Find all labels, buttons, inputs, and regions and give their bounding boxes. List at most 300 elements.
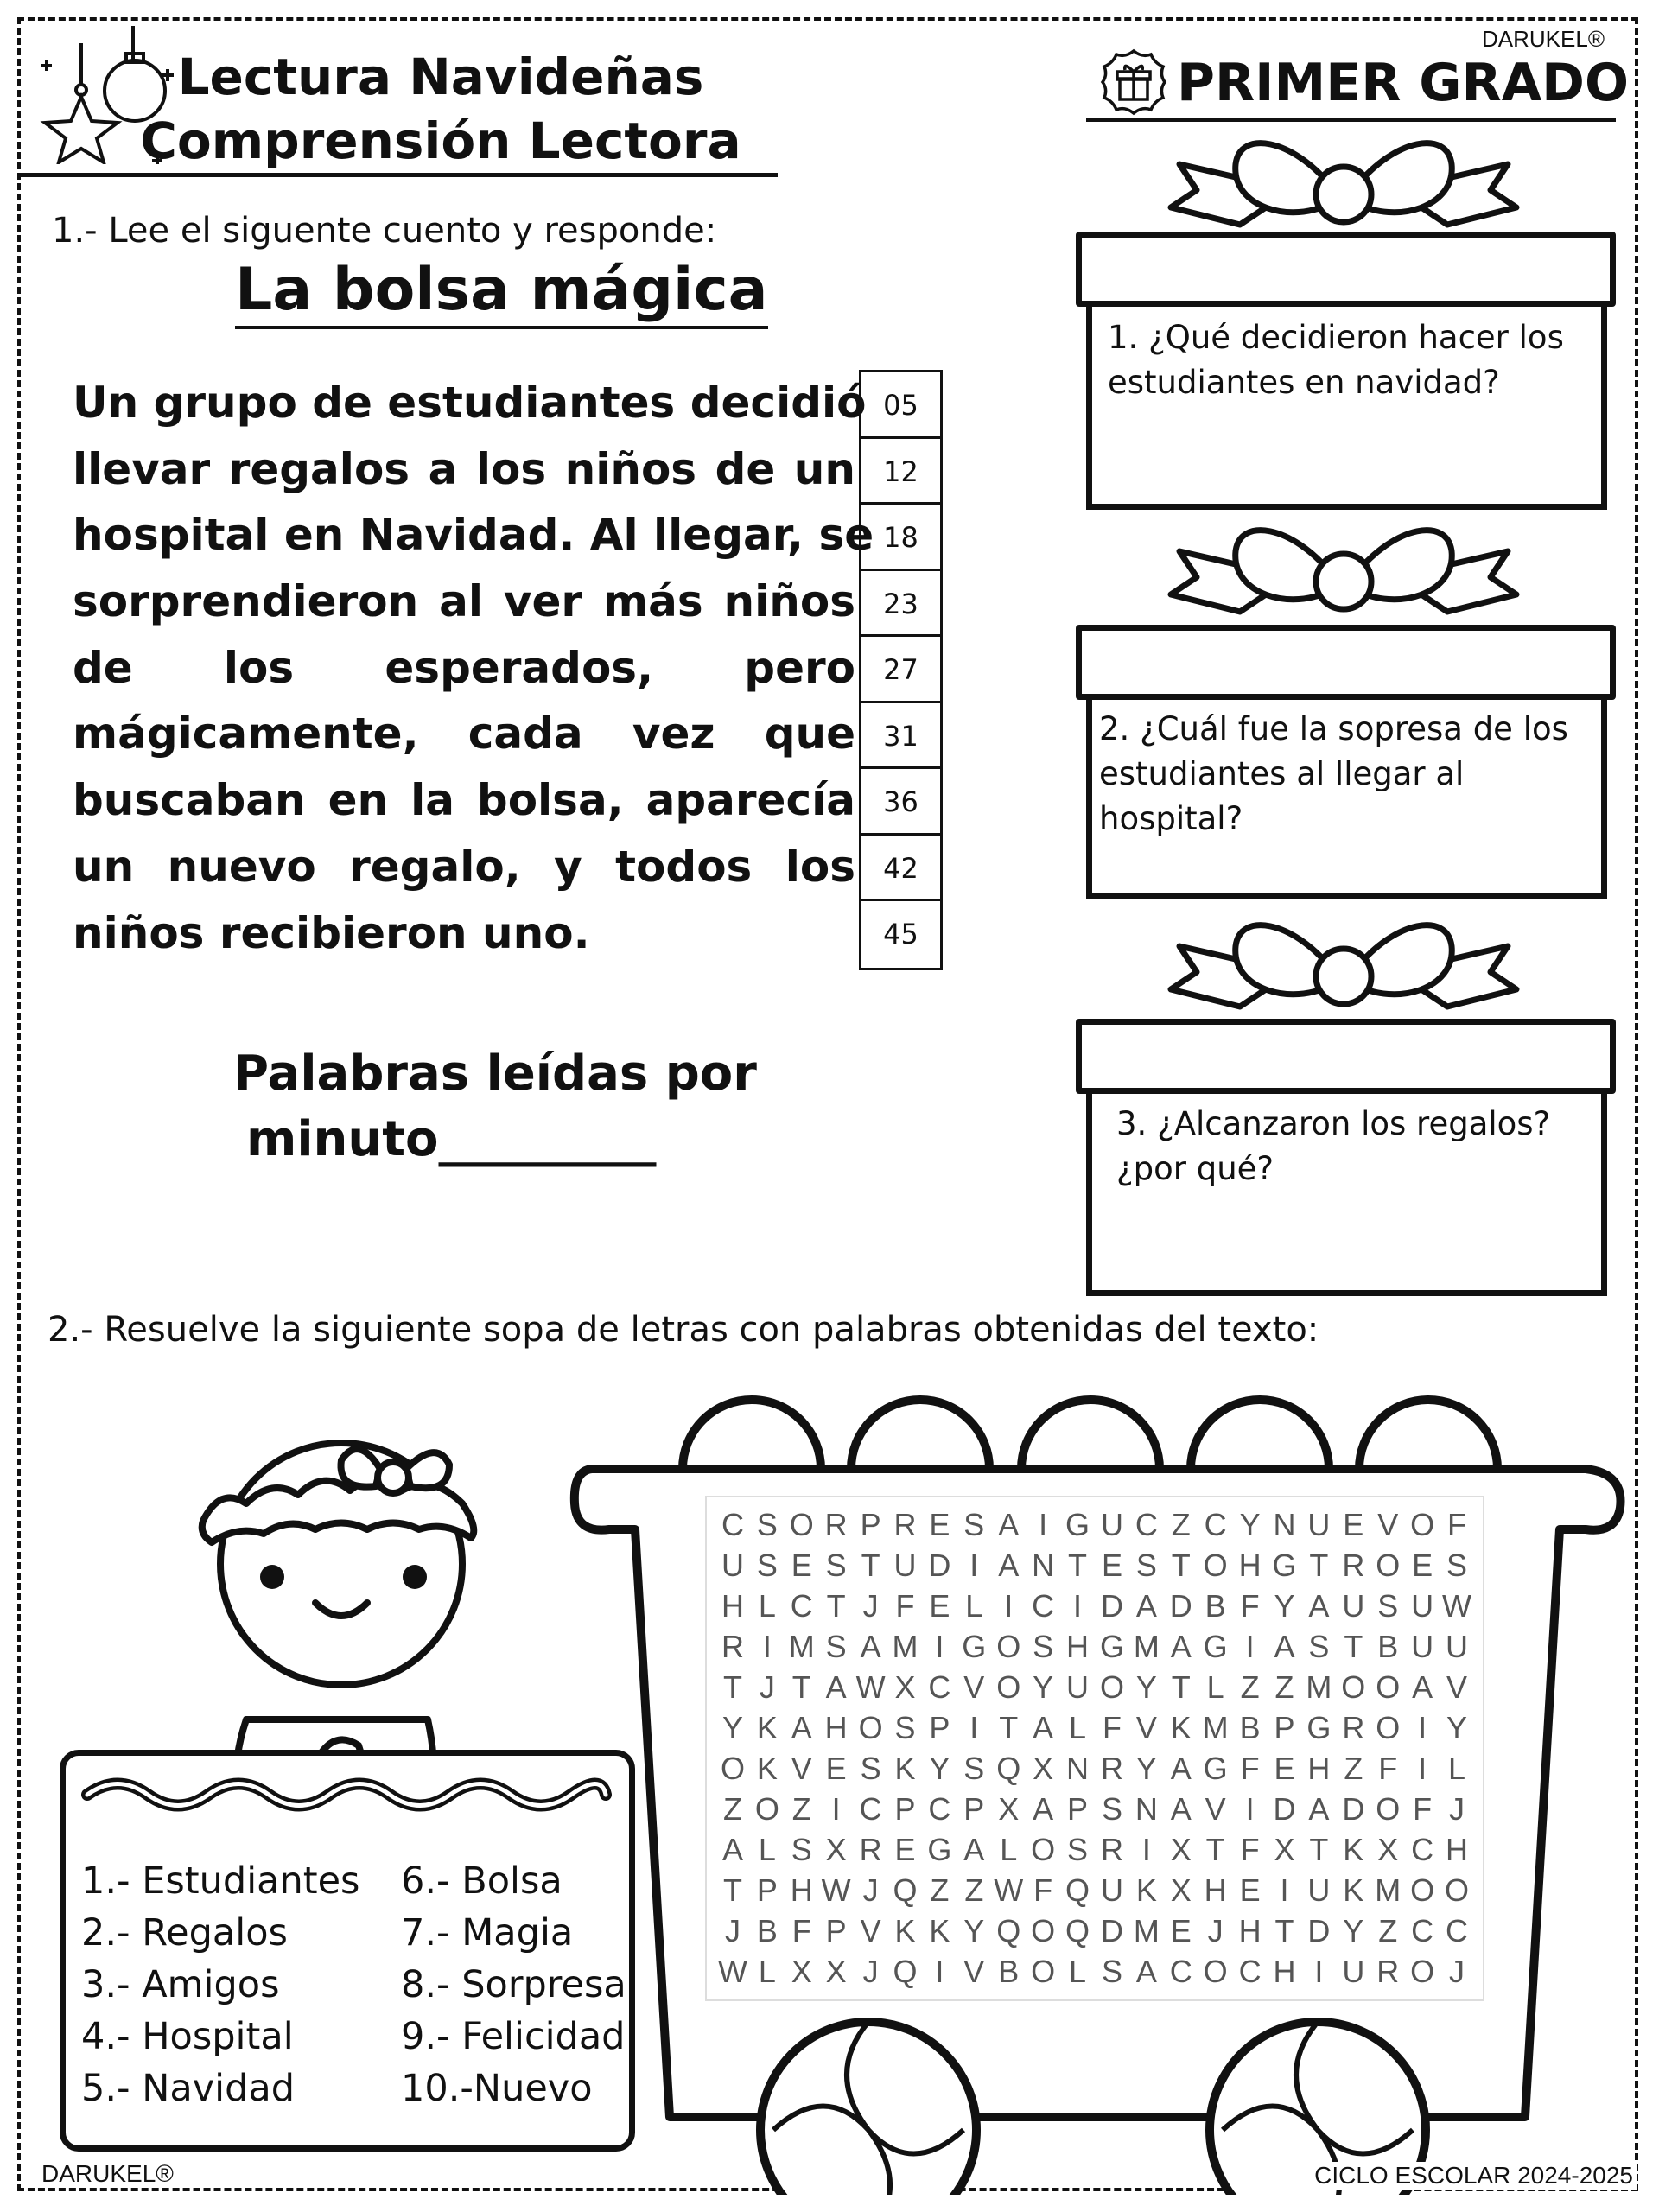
- grid-letter[interactable]: X: [1274, 1832, 1295, 1868]
- grid-letter[interactable]: R: [721, 1628, 744, 1664]
- grid-letter[interactable]: G: [962, 1628, 987, 1664]
- question-box[interactable]: [1086, 307, 1607, 510]
- grid-letter[interactable]: J: [724, 1913, 741, 1949]
- grid-letter[interactable]: G: [1099, 1628, 1124, 1664]
- grid-letter[interactable]: K: [894, 1751, 916, 1787]
- grid-letter[interactable]: A: [1170, 1791, 1192, 1827]
- grid-letter[interactable]: I: [1418, 1709, 1427, 1745]
- grid-letter[interactable]: Y: [1343, 1913, 1364, 1949]
- grid-letter[interactable]: M: [1202, 1709, 1229, 1745]
- grid-letter[interactable]: R: [1342, 1547, 1365, 1583]
- story-line: hospital en Navidad. Al llegar, se: [73, 510, 874, 561]
- word-count: 42: [861, 836, 940, 902]
- question-gift-3: [1076, 912, 1616, 1296]
- grid-letter[interactable]: M: [1306, 1669, 1332, 1705]
- grid-letter[interactable]: E: [1343, 1506, 1364, 1542]
- grid-letter[interactable]: G: [1203, 1628, 1228, 1664]
- grid-letter[interactable]: J: [1449, 1791, 1465, 1827]
- grid-letter[interactable]: P: [825, 1913, 847, 1949]
- grid-letter[interactable]: I: [1314, 1954, 1324, 1990]
- grid-letter[interactable]: U: [1100, 1506, 1123, 1542]
- grid-letter[interactable]: F: [1240, 1587, 1260, 1624]
- grid-letter[interactable]: U: [1411, 1628, 1434, 1664]
- grid-letter[interactable]: V: [791, 1751, 812, 1787]
- grid-letter[interactable]: C: [1204, 1506, 1227, 1542]
- grid-letter[interactable]: X: [998, 1791, 1020, 1827]
- grid-letter[interactable]: L: [1206, 1669, 1224, 1705]
- grid-letter[interactable]: C: [1411, 1913, 1434, 1949]
- grid-letter[interactable]: M: [1375, 1872, 1402, 1909]
- word-count: 36: [861, 769, 940, 836]
- grid-letter[interactable]: C: [928, 1791, 951, 1827]
- grid-letter[interactable]: T: [1309, 1832, 1329, 1868]
- grid-letter[interactable]: O: [1376, 1669, 1401, 1705]
- grid-letter[interactable]: H: [1066, 1628, 1090, 1664]
- grid-letter[interactable]: S: [1446, 1547, 1468, 1583]
- grid-letter[interactable]: H: [1307, 1751, 1331, 1787]
- grid-letter[interactable]: O: [754, 1791, 779, 1827]
- grid-letter[interactable]: O: [858, 1709, 883, 1745]
- grid-letter[interactable]: A: [963, 1832, 985, 1868]
- grid-letter[interactable]: W: [821, 1872, 851, 1909]
- grid-letter[interactable]: R: [1100, 1832, 1123, 1868]
- grid-letter[interactable]: H: [1204, 1872, 1227, 1909]
- grid-letter[interactable]: A: [1308, 1791, 1330, 1827]
- grid-letter[interactable]: Y: [1274, 1587, 1295, 1624]
- grid-letter[interactable]: N: [1032, 1547, 1055, 1583]
- grid-letter[interactable]: G: [1306, 1709, 1332, 1745]
- grid-letter[interactable]: H: [1273, 1954, 1296, 1990]
- grid-letter[interactable]: B: [1377, 1628, 1399, 1664]
- grid-letter[interactable]: T: [861, 1547, 880, 1583]
- grid-letter[interactable]: O: [1376, 1791, 1401, 1827]
- grid-letter[interactable]: D: [1307, 1913, 1331, 1949]
- grid-letter[interactable]: K: [1343, 1872, 1364, 1909]
- grid-letter[interactable]: I: [1245, 1628, 1255, 1664]
- grid-letter[interactable]: C: [1446, 1913, 1469, 1949]
- story-line: sorprendieron al ver más niños: [73, 576, 855, 627]
- grid-letter[interactable]: R: [859, 1832, 882, 1868]
- grid-letter[interactable]: S: [756, 1506, 778, 1542]
- grid-letter[interactable]: A: [1170, 1751, 1192, 1787]
- grid-letter[interactable]: S: [860, 1751, 881, 1787]
- grid-letter[interactable]: Q: [893, 1872, 918, 1909]
- grid-letter[interactable]: W: [1442, 1587, 1472, 1624]
- grid-letter[interactable]: S: [1377, 1587, 1399, 1624]
- grid-letter[interactable]: S: [791, 1832, 812, 1868]
- word-item: 8.- Sorpresa: [401, 1963, 626, 2006]
- grid-letter[interactable]: J: [759, 1669, 775, 1705]
- bow-icon: [1162, 517, 1525, 625]
- grid-letter[interactable]: Y: [1135, 1751, 1157, 1787]
- word-item: 6.- Bolsa: [401, 1859, 563, 1903]
- grid-letter[interactable]: S: [963, 1506, 985, 1542]
- grid-letter[interactable]: Z: [1240, 1669, 1260, 1705]
- grid-letter[interactable]: Z: [1378, 1913, 1398, 1949]
- gift-lid: [1076, 232, 1616, 307]
- question-text: 3. ¿Alcanzaron los regalos?: [1116, 1105, 1551, 1142]
- grid-letter[interactable]: T: [722, 1872, 742, 1909]
- grid-letter[interactable]: Y: [721, 1709, 743, 1745]
- grid-letter[interactable]: V: [963, 1954, 985, 1990]
- grid-letter[interactable]: M: [1133, 1628, 1160, 1664]
- grid-letter[interactable]: A: [1170, 1628, 1192, 1664]
- grid-letter[interactable]: E: [894, 1832, 916, 1868]
- grid-letter[interactable]: X: [791, 1954, 812, 1990]
- grid-letter[interactable]: O: [1203, 1954, 1228, 1990]
- word-count: 27: [861, 637, 940, 703]
- grid-letter[interactable]: T: [1344, 1628, 1363, 1664]
- grid-letter[interactable]: Y: [963, 1913, 985, 1949]
- grid-letter[interactable]: A: [998, 1506, 1020, 1542]
- grid-letter[interactable]: S: [1067, 1832, 1089, 1868]
- grid-letter[interactable]: K: [1343, 1832, 1364, 1868]
- grid-letter[interactable]: S: [1135, 1547, 1157, 1583]
- grid-letter[interactable]: C: [1411, 1832, 1434, 1868]
- grid-letter[interactable]: M: [892, 1628, 918, 1664]
- grid-letter[interactable]: T: [1068, 1547, 1088, 1583]
- question-gift-1: [1076, 130, 1616, 510]
- grid-letter[interactable]: J: [1449, 1954, 1465, 1990]
- grid-letter[interactable]: G: [927, 1832, 952, 1868]
- grid-letter[interactable]: O: [1410, 1954, 1435, 1990]
- grid-letter[interactable]: C: [1169, 1954, 1192, 1990]
- grid-letter[interactable]: O: [1445, 1872, 1470, 1909]
- grid-letter[interactable]: P: [860, 1506, 881, 1542]
- footer-brand: DARUKEL®: [38, 2160, 177, 2188]
- grid-letter[interactable]: F: [1378, 1751, 1398, 1787]
- grid-letter[interactable]: I: [1280, 1872, 1289, 1909]
- grid-letter[interactable]: L: [1069, 1954, 1087, 1990]
- grid-letter[interactable]: D: [1342, 1791, 1365, 1827]
- grid-letter[interactable]: G: [1272, 1547, 1297, 1583]
- grid-letter[interactable]: V: [1377, 1506, 1399, 1542]
- grid-letter[interactable]: D: [1100, 1587, 1123, 1624]
- grid-letter[interactable]: I: [969, 1709, 979, 1745]
- gift-lid: [1076, 625, 1616, 700]
- grid-letter[interactable]: A: [1135, 1954, 1157, 1990]
- grid-letter[interactable]: X: [825, 1954, 847, 1990]
- instruction-2: 2.- Resuelve la siguiente sopa de letras con palabras obtenidas del texto:: [48, 1310, 1319, 1350]
- grid-letter[interactable]: Z: [1344, 1751, 1363, 1787]
- bow-icon: [1162, 912, 1525, 1020]
- grid-letter[interactable]: A: [1033, 1791, 1054, 1827]
- grid-letter[interactable]: P: [894, 1791, 916, 1827]
- grid-letter[interactable]: F: [1447, 1506, 1467, 1542]
- grid-letter[interactable]: U: [721, 1547, 744, 1583]
- grid-letter[interactable]: C: [1032, 1587, 1055, 1624]
- grid-letter[interactable]: S: [1308, 1628, 1330, 1664]
- grid-letter[interactable]: E: [825, 1751, 847, 1787]
- grid-letter[interactable]: B: [1239, 1709, 1261, 1745]
- grid-letter[interactable]: K: [1170, 1709, 1192, 1745]
- grid-letter[interactable]: P: [756, 1872, 778, 1909]
- grid-letter[interactable]: G: [1203, 1751, 1228, 1787]
- grid-letter[interactable]: O: [1376, 1709, 1401, 1745]
- grid-letter[interactable]: R: [1100, 1751, 1123, 1787]
- grid-letter[interactable]: O: [1341, 1669, 1366, 1705]
- grid-letter[interactable]: U: [1100, 1872, 1123, 1909]
- grid-letter[interactable]: M: [1133, 1913, 1160, 1949]
- grid-letter[interactable]: H: [721, 1587, 744, 1624]
- grid-letter[interactable]: A: [860, 1628, 881, 1664]
- grid-letter[interactable]: J: [862, 1954, 879, 1990]
- grid-letter[interactable]: O: [1099, 1669, 1124, 1705]
- grid-letter[interactable]: D: [928, 1547, 951, 1583]
- grid-letter[interactable]: S: [894, 1709, 916, 1745]
- grid-letter[interactable]: T: [1205, 1832, 1225, 1868]
- grid-letter[interactable]: E: [1101, 1547, 1122, 1583]
- grid-letter[interactable]: W: [717, 1954, 747, 1990]
- grid-letter[interactable]: I: [1004, 1587, 1014, 1624]
- grid-letter[interactable]: V: [1205, 1791, 1226, 1827]
- grid-letter[interactable]: W: [994, 1872, 1024, 1909]
- grid-letter[interactable]: T: [1309, 1547, 1329, 1583]
- grid-letter[interactable]: Z: [964, 1872, 984, 1909]
- grid-letter[interactable]: O: [789, 1506, 814, 1542]
- grid-letter[interactable]: L: [1000, 1832, 1018, 1868]
- grid-letter[interactable]: H: [1238, 1547, 1262, 1583]
- grid-letter[interactable]: E: [1412, 1547, 1433, 1583]
- story-line: un nuevo regalo, y todos los: [73, 841, 855, 892]
- grid-letter[interactable]: Y: [1446, 1709, 1468, 1745]
- grid-letter[interactable]: F: [1240, 1832, 1260, 1868]
- grid-letter[interactable]: P: [1274, 1709, 1295, 1745]
- word-count: 31: [861, 703, 940, 770]
- grid-letter[interactable]: B: [756, 1913, 778, 1949]
- grid-letter[interactable]: A: [1135, 1587, 1157, 1624]
- grid-letter[interactable]: T: [722, 1669, 742, 1705]
- grid-letter[interactable]: Z: [1274, 1669, 1294, 1705]
- grid-letter[interactable]: L: [758, 1954, 776, 1990]
- grid-letter[interactable]: W: [855, 1669, 886, 1705]
- grid-letter[interactable]: H: [790, 1872, 813, 1909]
- grid-letter[interactable]: F: [895, 1587, 915, 1624]
- grid-letter[interactable]: L: [1448, 1751, 1466, 1787]
- grid-letter[interactable]: Q: [893, 1954, 918, 1990]
- grid-letter[interactable]: Q: [1065, 1913, 1090, 1949]
- grid-letter[interactable]: S: [1033, 1628, 1054, 1664]
- grid-letter[interactable]: U: [1411, 1587, 1434, 1624]
- grid-letter[interactable]: C: [859, 1791, 882, 1827]
- grid-letter[interactable]: L: [758, 1832, 776, 1868]
- grid-letter[interactable]: Q: [996, 1751, 1021, 1787]
- grid-letter[interactable]: A: [1412, 1669, 1433, 1705]
- grid-letter[interactable]: O: [1031, 1913, 1056, 1949]
- grid-letter[interactable]: J: [862, 1587, 879, 1624]
- grid-letter[interactable]: E: [1239, 1872, 1261, 1909]
- grid-letter[interactable]: U: [1446, 1628, 1469, 1664]
- question-text: estudiantes en navidad?: [1108, 364, 1500, 401]
- grid-letter[interactable]: C: [928, 1669, 951, 1705]
- grid-letter[interactable]: L: [965, 1587, 983, 1624]
- grid-letter[interactable]: A: [1308, 1587, 1330, 1624]
- grid-letter[interactable]: S: [1101, 1791, 1122, 1827]
- grid-letter[interactable]: A: [1274, 1628, 1295, 1664]
- grid-letter[interactable]: A: [791, 1709, 812, 1745]
- grid-letter[interactable]: U: [1307, 1872, 1331, 1909]
- grid-letter[interactable]: Y: [1033, 1669, 1054, 1705]
- grid-letter[interactable]: R: [1342, 1709, 1365, 1745]
- grid-letter[interactable]: T: [1171, 1669, 1191, 1705]
- grid-letter[interactable]: C: [721, 1506, 744, 1542]
- grid-letter[interactable]: O: [1031, 1954, 1056, 1990]
- grid-letter[interactable]: L: [1069, 1709, 1087, 1745]
- grid-letter[interactable]: J: [862, 1872, 879, 1909]
- grid-letter[interactable]: U: [1307, 1506, 1331, 1542]
- grid-letter[interactable]: R: [1376, 1954, 1400, 1990]
- grid-letter[interactable]: Z: [791, 1791, 811, 1827]
- grid-letter[interactable]: X: [1377, 1832, 1399, 1868]
- grid-letter[interactable]: I: [1039, 1506, 1048, 1542]
- grid-letter[interactable]: Q: [996, 1913, 1021, 1949]
- grid-letter[interactable]: H: [1238, 1913, 1262, 1949]
- grid-letter[interactable]: O: [1031, 1832, 1056, 1868]
- grid-letter[interactable]: K: [894, 1913, 916, 1949]
- grid-letter[interactable]: I: [969, 1547, 979, 1583]
- grid-letter[interactable]: F: [791, 1913, 811, 1949]
- brand-top: DARUKEL®: [1482, 26, 1605, 52]
- grid-letter[interactable]: U: [1342, 1954, 1365, 1990]
- grid-letter[interactable]: C: [1135, 1506, 1158, 1542]
- grid-letter[interactable]: X: [1033, 1751, 1054, 1787]
- grid-letter[interactable]: K: [756, 1709, 778, 1745]
- word-count: 12: [861, 439, 940, 505]
- grid-letter[interactable]: A: [825, 1669, 847, 1705]
- instruction-1: 1.- Lee el siguente cuento y responde:: [52, 211, 717, 251]
- grid-letter[interactable]: D: [1169, 1587, 1192, 1624]
- word-count: 05: [861, 372, 940, 439]
- question-box[interactable]: [1086, 1093, 1607, 1296]
- story-line: niños recibieron uno.: [73, 907, 590, 958]
- grid-letter[interactable]: I: [1141, 1832, 1151, 1868]
- grid-letter[interactable]: A: [1033, 1709, 1054, 1745]
- grid-letter[interactable]: T: [1171, 1547, 1191, 1583]
- grid-letter[interactable]: K: [929, 1913, 950, 1949]
- grid-letter[interactable]: G: [1065, 1506, 1090, 1542]
- grid-letter[interactable]: O: [720, 1751, 745, 1787]
- grid-letter[interactable]: E: [1274, 1751, 1295, 1787]
- grid-letter[interactable]: O: [996, 1669, 1021, 1705]
- grid-letter[interactable]: I: [1245, 1791, 1255, 1827]
- grid-letter[interactable]: N: [1273, 1506, 1296, 1542]
- grid-letter[interactable]: N: [1066, 1751, 1090, 1787]
- grid-letter[interactable]: T: [826, 1587, 846, 1624]
- grid-letter[interactable]: F: [1240, 1751, 1260, 1787]
- grid-letter[interactable]: M: [788, 1628, 815, 1664]
- grid-letter[interactable]: T: [791, 1669, 811, 1705]
- grid-letter[interactable]: U: [893, 1547, 917, 1583]
- grid-letter[interactable]: N: [1135, 1791, 1158, 1827]
- grid-letter[interactable]: A: [998, 1547, 1020, 1583]
- grid-letter[interactable]: C: [1238, 1954, 1262, 1990]
- grid-letter[interactable]: Z: [722, 1791, 742, 1827]
- grid-letter[interactable]: C: [790, 1587, 813, 1624]
- grid-letter[interactable]: R: [824, 1506, 848, 1542]
- grid-letter[interactable]: A: [721, 1832, 743, 1868]
- grid-letter[interactable]: S: [756, 1547, 778, 1583]
- grid-letter[interactable]: O: [1376, 1547, 1401, 1583]
- grid-letter[interactable]: I: [935, 1628, 944, 1664]
- grid-letter[interactable]: X: [1170, 1832, 1192, 1868]
- grid-letter[interactable]: X: [894, 1669, 916, 1705]
- grid-letter[interactable]: E: [929, 1506, 950, 1542]
- grid-letter[interactable]: Y: [1135, 1669, 1157, 1705]
- grid-letter[interactable]: H: [1446, 1832, 1469, 1868]
- grid-letter[interactable]: L: [758, 1587, 776, 1624]
- grid-letter[interactable]: X: [825, 1832, 847, 1868]
- grid-letter[interactable]: F: [1413, 1791, 1433, 1827]
- grid-letter[interactable]: B: [1205, 1587, 1226, 1624]
- grid-letter[interactable]: T: [999, 1709, 1019, 1745]
- word-count: 18: [861, 505, 940, 571]
- grid-letter[interactable]: X: [1170, 1872, 1192, 1909]
- story-line: mágicamente, cada vez que: [73, 709, 855, 760]
- grid-letter[interactable]: U: [1066, 1669, 1090, 1705]
- story-line: de los esperados, pero: [73, 642, 855, 693]
- grid-letter[interactable]: V: [1135, 1709, 1157, 1745]
- grid-letter[interactable]: R: [893, 1506, 917, 1542]
- grid-letter[interactable]: Q: [1065, 1872, 1090, 1909]
- question-text: 2. ¿Cuál fue la sopresa de los: [1099, 710, 1568, 747]
- grid-letter[interactable]: K: [756, 1751, 778, 1787]
- grid-letter[interactable]: B: [998, 1954, 1020, 1990]
- grid-letter[interactable]: S: [963, 1751, 985, 1787]
- grid-letter[interactable]: D: [1100, 1913, 1123, 1949]
- grid-letter[interactable]: I: [1418, 1751, 1427, 1787]
- word-search-grid[interactable]: [705, 1496, 1484, 2001]
- grid-letter[interactable]: O: [1410, 1872, 1435, 1909]
- grid-letter[interactable]: O: [1203, 1547, 1228, 1583]
- grid-letter[interactable]: S: [1101, 1954, 1122, 1990]
- grid-letter[interactable]: K: [1135, 1872, 1157, 1909]
- grid-letter[interactable]: O: [996, 1628, 1021, 1664]
- grid-letter[interactable]: F: [1033, 1872, 1053, 1909]
- grid-letter[interactable]: H: [824, 1709, 848, 1745]
- story-line: Un grupo de estudiantes decidió: [73, 378, 867, 428]
- question-text: 1. ¿Qué decidieron hacer los: [1108, 319, 1564, 356]
- grid-letter[interactable]: V: [963, 1669, 985, 1705]
- grid-letter[interactable]: U: [1342, 1587, 1365, 1624]
- grid-letter[interactable]: I: [831, 1791, 841, 1827]
- wpm-blank: minuto_________: [246, 1111, 657, 1167]
- grid-letter[interactable]: V: [1446, 1669, 1468, 1705]
- grid-letter[interactable]: V: [860, 1913, 881, 1949]
- grid-letter[interactable]: I: [935, 1954, 944, 1990]
- grid-letter[interactable]: Y: [1239, 1506, 1261, 1542]
- word-item: 1.- Estudiantes: [81, 1859, 360, 1903]
- grid-letter[interactable]: Y: [929, 1751, 950, 1787]
- grid-letter[interactable]: O: [1410, 1506, 1435, 1542]
- grid-letter[interactable]: P: [1067, 1791, 1089, 1827]
- question-box[interactable]: [1086, 698, 1607, 899]
- grid-letter[interactable]: I: [1073, 1587, 1083, 1624]
- grid-letter[interactable]: S: [825, 1628, 847, 1664]
- grid-letter[interactable]: P: [929, 1709, 950, 1745]
- grid-letter[interactable]: I: [762, 1628, 772, 1664]
- grid-letter[interactable]: E: [791, 1547, 812, 1583]
- grid-letter[interactable]: E: [1170, 1913, 1192, 1949]
- grid-letter[interactable]: F: [1102, 1709, 1122, 1745]
- grid-letter[interactable]: P: [963, 1791, 985, 1827]
- grid-letter[interactable]: Z: [1171, 1506, 1191, 1542]
- grid-letter[interactable]: Z: [930, 1872, 950, 1909]
- grid-letter[interactable]: S: [825, 1547, 847, 1583]
- grid-letter[interactable]: T: [1274, 1913, 1294, 1949]
- grid-letter[interactable]: J: [1207, 1913, 1224, 1949]
- grid-letter[interactable]: D: [1273, 1791, 1296, 1827]
- grid-letter[interactable]: E: [929, 1587, 950, 1624]
